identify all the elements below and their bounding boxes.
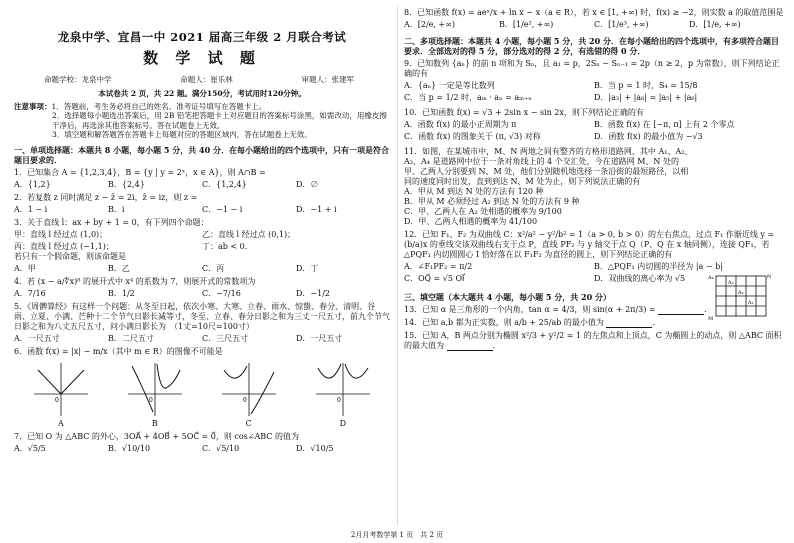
option: D．√10/5 xyxy=(296,444,334,454)
answer-blank[interactable] xyxy=(606,319,652,328)
grid-label: M xyxy=(708,316,714,322)
option: A．√5/5 xyxy=(14,444,46,454)
option: B．甲从 M 必须经过 A₂ 到达 N 处的方法有 9 种 xyxy=(404,197,580,206)
section2-heading: 二、多项选择题：本题共 4 小题，每小题 5 分，共 20 分．在每小题给出的四个选项中，有多项符合题目要求．全部选对的得 5 分，部分选对的得 2 分，有选错的得 0 分． xyxy=(404,36,779,56)
exam-subtitle: 数 学 试 题 xyxy=(143,49,261,68)
option: C．[1/e³, +∞) xyxy=(594,20,649,29)
option: C．√5/10 xyxy=(202,444,240,454)
option: C．−1 − i xyxy=(202,205,243,215)
question-9 xyxy=(404,59,784,105)
options xyxy=(404,20,784,30)
question-stem: 3．关于直线 l：ax + by + 1 = 0，有下列四个命题： xyxy=(14,218,209,228)
author-label: 命题人：崔乐林 xyxy=(180,75,233,85)
notes xyxy=(14,102,390,140)
grid-label: A₁ xyxy=(748,300,754,306)
proposition: 甲：直线 l 经过点 (1,0)； xyxy=(14,230,108,240)
street-grid xyxy=(706,270,776,322)
question-stem: 7．已知 O 为 △ABC 的外心，3OA⃗ + 4OB⃗ + 5OC⃗ = 0⃗，则 cos∠ABC 的值为 xyxy=(14,432,299,442)
question-3 xyxy=(14,218,390,274)
options xyxy=(404,120,784,144)
option: D．∅ xyxy=(296,180,319,190)
question-4 xyxy=(14,277,390,299)
option: D．甲、乙两人相遇的概率为 41/100 xyxy=(404,217,538,226)
notes-heading: 注意事项： xyxy=(14,101,52,111)
option: C．丙 xyxy=(202,264,225,274)
option: C．OQ⃗ = √5 OI⃗ xyxy=(404,274,465,283)
option: B．1/2 xyxy=(108,289,135,299)
reviewer-label: 审题人：张建军 xyxy=(301,75,354,85)
question-13: 13．已知 α 是三角形的一个内角，tan α = 4/3，则 sin(α + 2π/3) = . xyxy=(404,305,707,314)
answer-blank[interactable] xyxy=(658,306,704,315)
question-stem: 15．已知 A，B 两点分别为椭圆 x²/3 + y²/2 = 1 的左焦点和上顶点，C 为椭圆上的动点，则 △ABC 面积的最大值为 xyxy=(404,331,782,350)
question-8 xyxy=(404,8,784,30)
section1-heading: 一、单项选择题：本题共 8 小题，每小题 5 分，共 40 分．在每小题给出的四个选项中，只有一项是符合题目要求的． xyxy=(14,145,389,166)
option: A．甲从 M 到达 N 处的方法有 120 种 xyxy=(404,187,544,196)
options xyxy=(14,289,390,299)
option: C．当 p = 1/2 时，aₘ · aₙ = aₘ₊ₙ xyxy=(404,93,532,102)
option: A．{aₙ} 一定是等比数列 xyxy=(404,81,495,90)
question-7 xyxy=(14,432,390,454)
grid-label: A₂ xyxy=(738,290,744,296)
option: C．−7/16 xyxy=(202,289,241,299)
option: B．函数 f(x) 在 [−π, π] 上有 2 个零点 xyxy=(594,120,735,129)
question-stem: 2．若复数 z 同时满足 z − z̄ = 2i，z̄ = iz，则 z = xyxy=(14,193,198,203)
option: D．[1/e, +∞) xyxy=(689,20,741,29)
svg-text:0: 0 xyxy=(337,397,341,405)
option: A．甲 xyxy=(14,264,36,274)
option: B xyxy=(151,419,158,429)
proposition: 乙：直线 l 经过点 (0,1)； xyxy=(202,230,296,240)
graph-labels xyxy=(14,419,390,429)
options xyxy=(14,264,390,274)
option: C．甲、乙两人在 A₂ 处相遇的概率为 9/100 xyxy=(404,207,562,216)
svg-text:0: 0 xyxy=(55,397,59,405)
grid-label: A₄ xyxy=(708,275,714,281)
question-15: 15．已知 A，B 两点分别为椭圆 x²/3 + y²/2 = 1 的左焦点和上顶点，C 为椭圆上的动点，则 △ABC 面积的最大值为 . xyxy=(404,331,782,350)
question-stem: 9．已知数列 {aₙ} 的前 n 项和为 Sₙ，且 a₁ = p，2Sₙ − Sₙ₋₁ = 2p（n ≥ 2，p 为常数），则下列结论正确的有 xyxy=(404,59,780,78)
note-item: 1．答题前，考生务必将自己的姓名、准考证号填写在答题卡上。 xyxy=(51,101,267,111)
function-graphs xyxy=(14,360,390,418)
options xyxy=(14,205,390,215)
option: D xyxy=(339,419,346,429)
question-stem: 8．已知函数 f(x) = aeˣ/x + ln x − x（a ∈ R），若 x ∈ [1, +∞) 时，f(x) ≥ −2，则实数 a 的取值范围是 xyxy=(404,8,784,17)
question-stem: 6．函数 f(x) = |x| − m/x（其中 m ∈ R）的图像不可能是 xyxy=(14,347,223,357)
option: A．1 − i xyxy=(14,205,48,215)
left-column xyxy=(14,4,390,454)
option: A．函数 f(x) 的最小正周期为 π xyxy=(404,120,517,129)
option: A xyxy=(57,419,64,429)
option: C．函数 f(x) 的图象关于 (π, √3) 对称 xyxy=(404,132,541,141)
grid-label: A₃ xyxy=(728,280,734,286)
question-stem: 5．《周髀算经》有这样一个问题：从冬至日起，依次小寒、大寒、立春、雨水、惊蛰、春分、清明、谷雨、立夏、小满、芒种十二个节气日影长减等寸，冬至、立春、春分日影之和为三丈一尺五寸，前九个节气日影之和为八丈五尺五寸，问小满日影长为 （1丈=10尺=100寸） xyxy=(14,302,390,332)
option: D．−1 + i xyxy=(296,205,337,215)
column-divider xyxy=(397,6,398,526)
question-11 xyxy=(404,147,784,227)
graph-a xyxy=(30,360,92,418)
proposition: 丙：直线 l 经过点 (−1,1)； xyxy=(14,242,114,252)
option: A．∠F₁PF₂ = π/2 xyxy=(404,262,473,271)
question-stem: 1．已知集合 A = {1,2,3,4}，B = {y | y = 2ˣ，x ∈ A}，则 A∩B = xyxy=(14,168,266,178)
question-10 xyxy=(404,108,784,144)
svg-text:0: 0 xyxy=(243,397,247,405)
question-5 xyxy=(14,302,390,344)
answer-blank[interactable] xyxy=(447,342,493,351)
option: A．7/16 xyxy=(14,289,46,299)
svg-text:0: 0 xyxy=(149,397,153,405)
street-grid-figure xyxy=(706,270,776,322)
option: C．三尺五寸 xyxy=(202,334,249,344)
question-6 xyxy=(14,347,390,429)
graph-b xyxy=(124,360,186,418)
option: A．一尺五寸 xyxy=(14,334,60,344)
option: C．{1,2,4} xyxy=(202,180,247,190)
question-stem: 14．已知 a,b 都为正实数，则 a/b + 25/ab 的最小值为 xyxy=(404,318,604,327)
proposition: 丁：ab < 0． xyxy=(202,242,253,252)
graph-d xyxy=(312,360,374,418)
note-item: 2．选择题每小题选出答案后，用 2B 铅笔把答题卡上对应题目的答案标号涂黑，如需改动，用橡皮擦干净后，再选涂其他答案标号。答在试题卷上无效。 xyxy=(52,111,387,130)
options xyxy=(404,81,784,105)
option: D．一尺五寸 xyxy=(296,334,343,344)
question-stem: 4．若 (x − a/∜x)⁸ 的展开式中 x⁴ 的系数为 7，则展开式的常数项为 xyxy=(14,277,256,287)
option: D．|a₃| + |a₈| = |a₅| + |a₆| xyxy=(594,93,698,102)
note-item: 3．填空题和解答题答在答题卡上每题对应的答题区域内，答在试题卷上无效。 xyxy=(52,130,312,139)
score-line: 本试卷共 2 页，共 22 题。满分150分，考试用时120分钟。 xyxy=(98,88,306,98)
option: D．函数 f(x) 的最小值为 −√3 xyxy=(594,132,703,141)
option: B．i xyxy=(108,205,125,215)
option: B．△PQF₁ 内切圆的半径为 |a − b| xyxy=(594,262,723,271)
option: B．[1/e², +∞) xyxy=(499,20,554,29)
graph-c xyxy=(218,360,280,418)
question-stem: 11．如图，在某城市中，M、N 两地之间有整齐的方格形道路网，其中 A₁、A₂、A₃、A₄ 是道路网中位于一条对角线上的 4 个交汇处，今在道路网 M、N 处的甲、乙两人分别要到 N、M 处，他们分别随机地选择一条沿街的最短路径，以相同的速度同时出发，直到到达 N、M 处为止，则下列说法正确的有 xyxy=(404,147,693,186)
question-14: 14．已知 a,b 都为正实数，则 a/b + 25/ab 的最小值为 . xyxy=(404,318,656,327)
exam-meta xyxy=(14,75,390,84)
section3-heading: 三、填空题（本大题共 4 小题，每小题 5 分，共 20 分） xyxy=(404,292,611,302)
options xyxy=(14,334,390,344)
exam-title: 龙泉中学、宜昌一中 2021 届高三年级 2 月联合考试 xyxy=(57,30,347,44)
options xyxy=(14,180,390,190)
option: C xyxy=(245,419,252,429)
option: B．√10/10 xyxy=(108,444,151,454)
question-stem: 10．已知函数 f(x) = √3 + 2sin x − sin 2x，则下列结论正确的有 xyxy=(404,108,644,117)
option: A．[2/e, +∞) xyxy=(404,20,455,29)
option: B．{2,4} xyxy=(108,180,145,190)
option: B．乙 xyxy=(108,264,130,274)
options xyxy=(14,444,390,454)
option: D．双曲线的离心率为 √5 xyxy=(594,274,686,283)
question-note: 若只有一个假命题，则该命题是 xyxy=(14,252,126,262)
option: B．当 p = 1 时，S₄ = 15/8 xyxy=(594,81,698,90)
page-footer: 2月月考数学第 1 页 共 2 页 xyxy=(350,531,444,539)
option: A．{1,2} xyxy=(14,180,51,190)
option: D．丁 xyxy=(296,264,319,274)
grid-label: N xyxy=(767,274,772,280)
question-stem: 12．已知 F₁、F₂ 为双曲线 C：x²/a² − y²/b² = 1（a > 0, b > 0）的左右焦点，过点 F₁ 作渐近线 y = (b/a)x 的垂线交该双曲线右支于点 P，直线 PF₂ 与 y 轴交于点 Q（P、Q 在 x 轴同侧），连接 QF₁，若 △PQF₁ 内切圆圆心 I 恰好落在以 F₁F₂ 为直径的圆上，则下列结论正确的有 xyxy=(404,230,775,259)
option: D．−1/2 xyxy=(296,289,330,299)
option: B．二尺五寸 xyxy=(108,334,154,344)
school-label: 命题学校：龙泉中学 xyxy=(44,75,112,85)
question-stem: 13．已知 α 是三角形的一个内角，tan α = 4/3，则 sin(α + 2π/3) = xyxy=(404,305,656,314)
question-2 xyxy=(14,193,390,215)
question-1 xyxy=(14,168,390,190)
